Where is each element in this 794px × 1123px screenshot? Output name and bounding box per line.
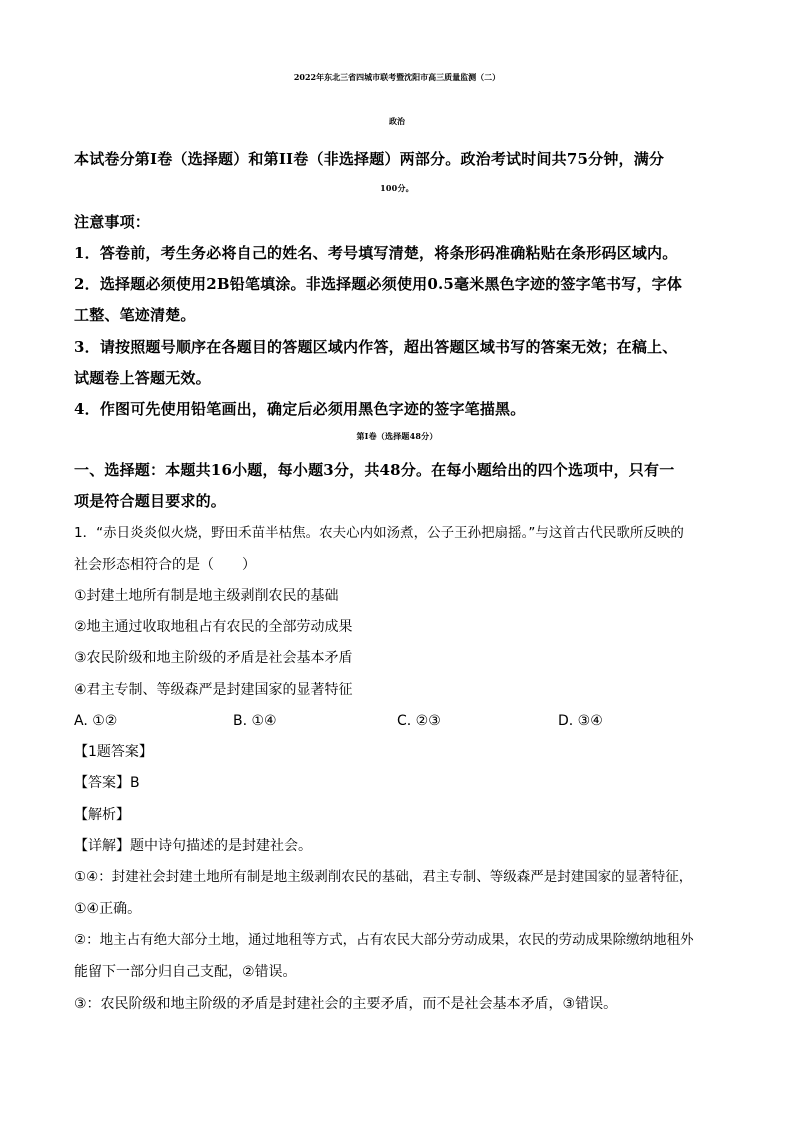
statement-4: ④君主专制、等级森严是封建国家的显著特征 [74, 682, 353, 698]
explanation-2-line-1: ②：地主占有绝大部分土地，通过地租等方式，占有农民大部分劳动成果，农民的劳动成果除缴纳地租外 [74, 932, 694, 948]
intro-line-1: 本试卷分第I卷（选择题）和第II卷（非选择题）两部分。政治考试时间共75分钟，满分 [74, 150, 665, 168]
explanation-2-line-2: 能留下一部分归自己支配，②错误。 [74, 964, 297, 980]
note-4: 4．作图可先使用铅笔画出，确定后必须用黑色字迹的签字笔描黑。 [74, 400, 526, 418]
notes-heading: 注意事项： [74, 213, 151, 231]
note-2-line-2: 工整、笔迹清楚。 [74, 306, 196, 324]
answer-tag: 【1题答案】 [74, 744, 153, 760]
answer: 【答案】B [74, 775, 140, 791]
intro-line-2: 100分。 [380, 183, 414, 193]
question-1-stem-line-2: 社会形态相符合的是（ ） [74, 557, 256, 573]
note-2-line-1: 2．选择题必须使用2B铅笔填涂。非选择题必须使用0.5毫米黑色字迹的签字笔书写，字体 [74, 275, 683, 293]
statement-1: ①封建土地所有制是地主级剥削农民的基础 [74, 588, 339, 604]
option-d: D. ③④ [558, 713, 603, 729]
statement-2: ②地主通过收取地租占有农民的全部劳动成果 [74, 619, 353, 635]
explanation-3: ③：农民阶级和地主阶级的矛盾是封建社会的主要矛盾，而不是社会基本矛盾，③错误。 [74, 996, 618, 1012]
detail: 【详解】题中诗句描述的是封建社会。 [74, 838, 312, 854]
section-instruction-line-1: 一、选择题：本题共16小题，每小题3分，共48分。在每小题给出的四个选项中，只有一 [74, 461, 675, 479]
part1-heading: 第I卷（选择题48分） [356, 431, 438, 441]
note-3-line-2: 试题卷上答题无效。 [74, 369, 211, 387]
option-b: B. ①④ [233, 713, 277, 729]
subject-title: 政治 [389, 116, 405, 126]
note-1: 1．答卷前，考生务必将自己的姓名、考号填写清楚，将条形码准确粘贴在条形码区域内。 [74, 244, 678, 262]
exam-title: 2022年东北三省四城市联考暨沈阳市高三质量监测（二） [293, 72, 501, 82]
option-c: C. ②③ [397, 713, 441, 729]
note-3-line-1: 3．请按照题号顺序在各题目的答题区域内作答，超出答题区域书写的答案无效；在稿上、 [74, 338, 678, 356]
statement-3: ③农民阶级和地主阶级的矛盾是社会基本矛盾 [74, 650, 353, 666]
option-a: A. ①② [74, 713, 118, 729]
analysis-tag: 【解析】 [74, 807, 130, 823]
explanation-1-line-2: ①④正确。 [74, 901, 142, 917]
question-1-stem-line-1: 1．“赤日炎炎似火烧，野田禾苗半枯焦。农夫心内如汤煮，公子王孙把扇摇。”与这首古代民歌所反映的 [74, 525, 684, 541]
explanation-1-line-1: ①④：封建社会封建土地所有制是地主级剥削农民的基础，君主专制、等级森严是封建国家的显著特征， [74, 869, 693, 885]
section-instruction-line-2: 项是符合题目要求的。 [74, 492, 227, 510]
